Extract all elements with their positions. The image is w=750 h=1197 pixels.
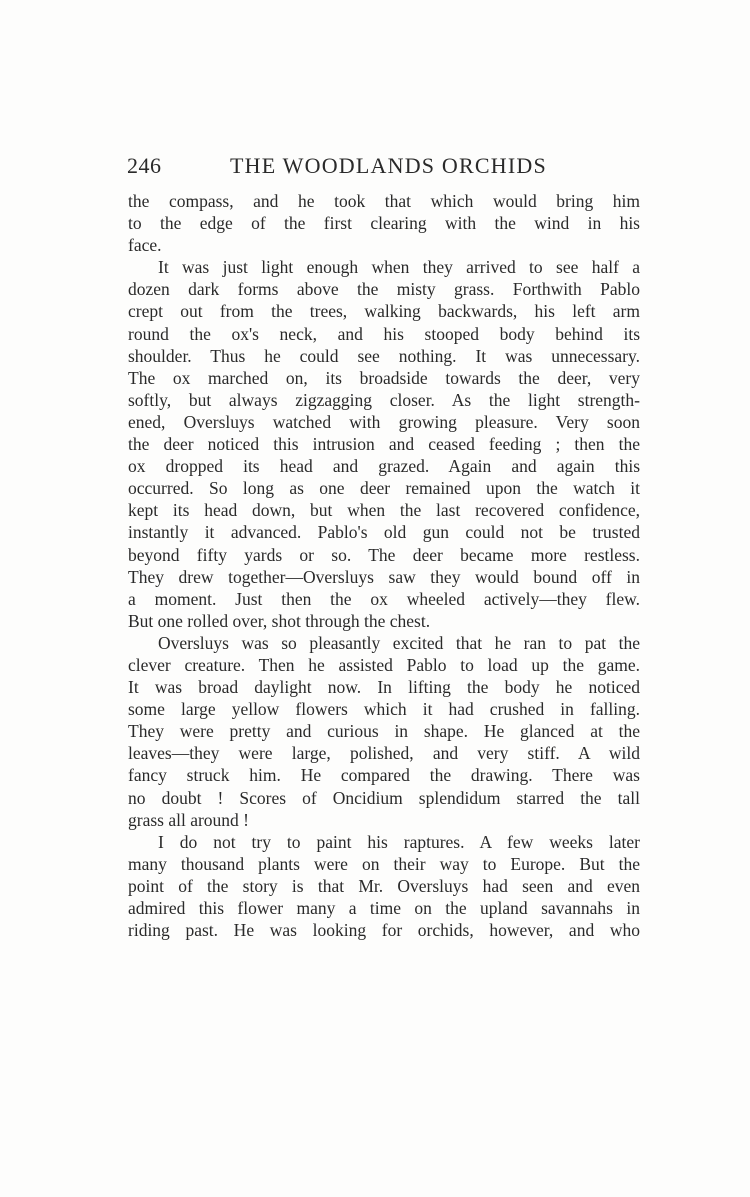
text-line: shoulder. Thus he could see nothing. It was unnecessary. bbox=[128, 345, 640, 366]
text-line: no doubt ! Scores of Oncidium splendidum starred the tall bbox=[128, 787, 640, 808]
text-line: I do not try to paint his raptures. A few weeks later bbox=[158, 831, 640, 852]
text-line: some large yellow flowers which it had crushed in falling. bbox=[128, 699, 640, 720]
text-line: softly, but always zigzagging closer. As the light strength- bbox=[128, 389, 640, 410]
text-line: ox dropped its head and grazed. Again and again this bbox=[128, 456, 640, 477]
text-line: admired this flower many a time on the upland savannahs in bbox=[128, 898, 640, 918]
page-number: 246 bbox=[127, 153, 162, 178]
text-line: occurred. So long as one deer remained upon the watch it bbox=[128, 478, 640, 499]
text-line: They were pretty and curious in shape. He glanced at the bbox=[128, 721, 640, 742]
text-line: The ox marched on, its broadside towards the deer, very bbox=[128, 367, 640, 388]
running-head bbox=[127, 150, 637, 184]
text-line: instantly it advanced. Pablo's old gun could not be trusted bbox=[128, 522, 640, 543]
text-line: the compass, and he took that which would bring him bbox=[128, 191, 640, 211]
text-line: crept out from the trees, walking backwards, his left arm bbox=[128, 301, 640, 322]
text-line: It was just light enough when they arrived to see half a bbox=[158, 257, 640, 278]
text-line: Oversluys was so pleasantly excited that he ran to pat the bbox=[158, 632, 640, 653]
text-line: riding past. He was looking for orchids, however, and who bbox=[128, 920, 640, 941]
text-line: to the edge of the first clearing with the wind in his bbox=[128, 213, 640, 234]
text-line: the deer noticed this intrusion and ceased feeding ; then the bbox=[128, 434, 640, 455]
text-line: fancy struck him. He compared the drawing. There was bbox=[128, 765, 640, 786]
running-title: THE WOODLANDS ORCHIDS bbox=[230, 153, 547, 178]
text-line: round the ox's neck, and his stooped body behind its bbox=[128, 323, 640, 344]
text-line: But one rolled over, shot through the chest. bbox=[128, 610, 431, 631]
text-line: kept its head down, but when the last recovered confidence, bbox=[128, 500, 640, 521]
text-line: dozen dark forms above the misty grass. Forthwith Pablo bbox=[128, 279, 640, 300]
text-line: leaves—they were large, polished, and very stiff. A wild bbox=[128, 743, 640, 764]
text-line: clever creature. Then he assisted Pablo to load up the game. bbox=[128, 654, 640, 675]
text-line: many thousand plants were on their way to Europe. But the bbox=[128, 853, 640, 874]
text-line: a moment. Just then the ox wheeled actively—they flew. bbox=[128, 588, 640, 609]
text-line: It was broad daylight now. In lifting the body he noticed bbox=[128, 677, 640, 698]
body-text bbox=[128, 190, 640, 941]
text-line: beyond fifty yards or so. The deer became more restless. bbox=[128, 544, 640, 565]
text-line: They drew together—Oversluys saw they would bound off in bbox=[128, 566, 640, 587]
text-line: ened, Oversluys watched with growing pleasure. Very soon bbox=[128, 411, 640, 432]
text-line: grass all around ! bbox=[128, 809, 250, 830]
text-line: face. bbox=[128, 235, 162, 256]
text-line: point of the story is that Mr. Oversluys had seen and even bbox=[128, 875, 640, 896]
